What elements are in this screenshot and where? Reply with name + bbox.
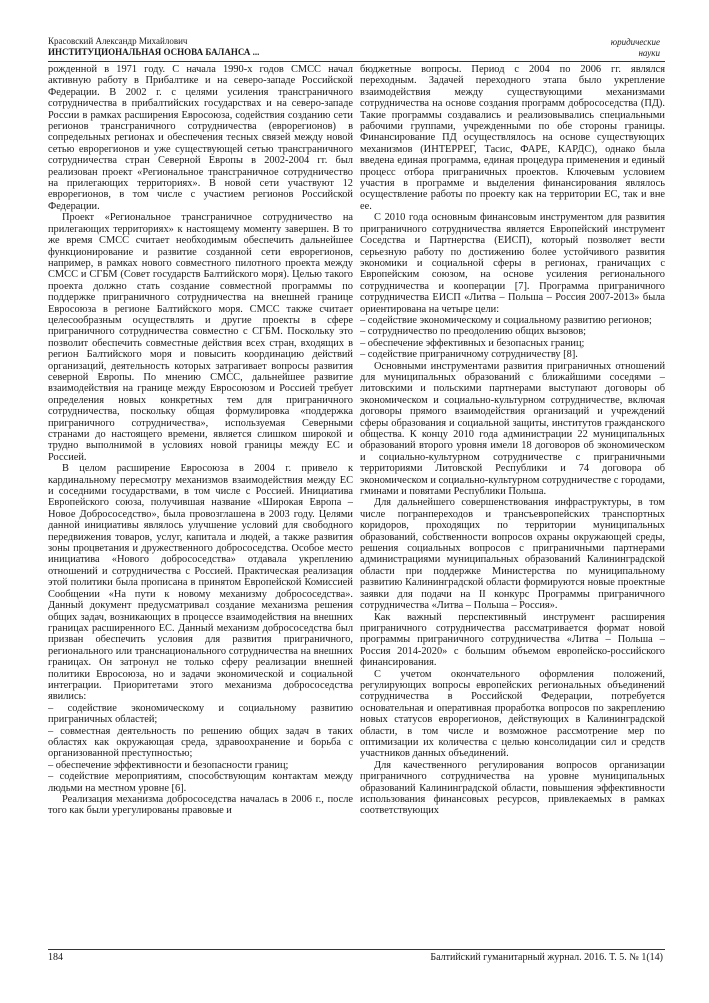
journal-citation: Балтийский гуманитарный журнал. 2016. Т. 5. № 1(14) <box>430 952 663 963</box>
paragraph: Как важный перспективный инструмент расширения приграничного сотрудничества рассматривается формат новой программы приграничного сотрудничества «Литва – Польша – Россия 2014-2020» с большим объемом европейско-российского финансирования. <box>360 611 665 669</box>
footer-divider <box>48 949 665 950</box>
paragraph: – обеспечение эффективных и безопасных границ; <box>360 337 585 349</box>
running-header <box>48 36 668 60</box>
header-divider <box>48 61 665 62</box>
paragraph: – содействие мероприятиям, способствующим контактам между людьми на местном уровне [6]. <box>48 771 353 794</box>
right-text-column <box>360 64 665 948</box>
paragraph: – обеспечение эффективности и безопасности границ; <box>48 759 289 771</box>
header-article-title: ИНСТИТУЦИОНАЛЬНАЯ ОСНОВА БАЛАНСА ... <box>48 47 260 57</box>
paragraph: Основными инструментами развития приграничных отношений для муниципальных образований с ближайшими соседями – литовскими и польскими партнерами выступают договоры об экономическом и социально-культурном сотрудничестве, включая договоры прямого взаимодействия организаций и учреждений сферы образования и социальной защиты, институтов гражданского общества. К концу 2010 года администрации 22 муниципальных образований второго уровня имели 18 договоров об экономическом и социально-культурном сотрудничестве с приграничными территориями Литовской Республики и 74 договора об экономическом и социально-культурном сотрудничестве с городами, гминами и повятами Республики Польша. <box>360 360 665 498</box>
paragraph: – содействие экономическому и социальному развитию регионов; <box>360 314 652 326</box>
header-author: Красовский Александр Михайлович <box>48 36 188 46</box>
paragraph: С 2010 года основным финансовым инструментом для развития приграничного сотрудничества является Европейский инструмент Соседства и Партнерства (ЕИСП), который позволяет вести серьезную работу по достижению более устойчивого развития экономики и социальной сферы в регионах, граничащих с Европейским союзом, на основе усиления регионального сотрудничества и кооперации [7]. Программа приграничного сотрудничества ЕИСП «Литва – Польша – Россия 2007-2013» была ориентирована на четыре цели: <box>360 212 665 315</box>
paragraph: – содействие экономическому и социальному развитию приграничных областей; <box>48 702 353 726</box>
paragraph: – содействие приграничному сотрудничеству [8]. <box>360 349 578 361</box>
paragraph: С учетом окончательного оформления положений, регулирующих вопросы европейских региональных объединений сотрудничества в Российской Федерации, потребуется основательная и оперативная проработка вопросов по закреплению новых статусов еврорегионов, действующих в Калининградской области, в том числе и возможное рассмотрение мер по оптимизации их количества с целью консолидации сил и средств участников данных объединений. <box>360 668 665 760</box>
paragraph: Для дальнейшего совершенствования инфраструктуры, в том числе погранпереходов и трансъевропейских транспортных коридоров, проходящих по территории муниципальных образований, собственности вопросов охраны окружающей среды, решения социальных вопросов с приграничными партнерами администрациями муниципальных образований Калининградской области при поддержке Министерства по муниципальному развитию Калининградской области формируются новые проектные заявки для подачи на II конкурс Программы приграничного сотрудничества «Литва – Польша – Россия». <box>360 497 665 612</box>
left-text-column <box>48 64 353 948</box>
paragraph: – совместная деятельность по решению общих задач в таких областях как окружающая среда, здравоохранение и борьба с организованной преступностью; <box>48 725 353 760</box>
page-number: 184 <box>48 952 63 963</box>
paragraph: рожденной в 1971 году. С начала 1990-х годов СМСС начал активную работу в Прибалтике и на северо-западе Российской Федерации. В 2002 г. с целями усиления трансграничного сотрудничества в прибалтийских государствах и на северо-западе России в рамках расширения Евросоюза, содействия созданию сети регионов трансграничного сотрудничества (еврорегионов) в сопредельных регионах и обеспечения тесных связей между новой сетью еврорегионов и уже существующей сетью трансграничного сотрудничества стран Северной Европы в 2002-2004 гг. был реализован проект «Региональное трансграничное сотрудничество на прилегающих территориях». В новой сети участвуют 12 еврорегионов, в том числе с участием регионов Российской Федерации. <box>48 64 353 212</box>
paragraph: Для качественного регулирования вопросов организации приграничного сотрудничества на уровне муниципальных образований Калининградской области, повышения эффективности использования финансовых ресурсов, привлекаемых в рамках соответствующих <box>360 759 665 817</box>
paragraph: – сотрудничество по преодолению общих вызовов; <box>360 326 587 338</box>
paragraph: Реализация механизма добрососедства началась в 2006 г., после того как были урегулированы правовые и <box>48 794 353 817</box>
header-section-label-2: науки <box>638 48 660 58</box>
header-section-label: юридические <box>610 37 660 47</box>
paragraph: Проект «Региональное трансграничное сотрудничество на прилегающих территориях» к настоящему моменту завершен. В то же время СМСС считает необходимым обеспечить дальнейшее функционирование и развитие созданной сети еврорегионов, например, в рамках нового совместного пилотного проекта между СМСС и СГБМ (Совет государств Балтийского моря). Целью такого проекта должно стать создание совместной программы по поддержке приграничного сотрудничества на внешней границе Евросоюза в регионе Балтийского моря. СМСС также считает целесообразным осуществлять и другие проекты в сфере приграничного сотрудничества совместно с СГБМ. Поскольку это позволит обеспечить совместные действия всех стран, входящих в регион Балтийского моря и повысить координацию действий организаций, деятельность которых затрагивает вопросы развития северной Европы. По мнению СМСС, дальнейшее развитие взаимодействия на границе между Евросоюзом и Россией требует определения новых конкретных тем для приграничного сотрудничества, поскольку общая формулировка «поддержка приграничного сотрудничества», используемая Северными странами до настоящего времени, является слишком широкой и трудно выполнимой в условиях новой границы между ЕС и Россией. <box>48 212 353 463</box>
paragraph: В целом расширение Евросоюза в 2004 г. привело к кардинальному пересмотру механизмов взаимодействия между ЕС и соседними государствами, в том числе с Россией. Инициатива Европейского союза, получившая название «Широкая Европа – Новое Добрососедство», была провозглашена в 2003 году. Целями данной инициативы являлось улучшение условий для свободного передвижения товаров, услуг, капитала и людей, а также развития зоны процветания и дружественного добрососедства. Особое место инициатива «Нового добрососедства» отдавала укреплению отношений и сотрудничества с Россией. Практическая реализация этой политики была прописана в принятом Европейской Комиссией Сообщении «На пути к новому механизму добрососедства». Данный документ предусматривал создание механизма решения общих задач, возникающих в процессе взаимодействия на внешних границах расширенного ЕС. Данный механизм добрососедства был призван обеспечить условия для развития приграничного, регионального или транснационального сотрудничества на внешних границах. Он затронул не только сферу реализации внешней политики Евросоюза, но и задачи экономической и социальной интеграции. Приоритетами этого механизма добрососедства явились: <box>48 463 353 703</box>
paragraph: бюджетные вопросы. Период с 2004 по 2006 гг. являлся переходным. Задачей переходного этапа было укрепление взаимодействия между существующими механизмами сотрудничества на основе создания программ добрососедства (ПД). Такие программы создавались и реализовывались специальными рабочими группами, учрежденными по обе стороны границы. Финансирование ПД осуществлялось на основе существующих механизмов (ИНТЕРРЕГ, Тасис, ФАРЕ, КАРДС), однако была введена единая программа, единая процедура применения и единый процесс отбора приграничных проектов. Ключевым условием участия в программе и выделения финансирования являлось осуществление работы по проекту как на территории ЕС, так и вне ее. <box>360 64 665 212</box>
